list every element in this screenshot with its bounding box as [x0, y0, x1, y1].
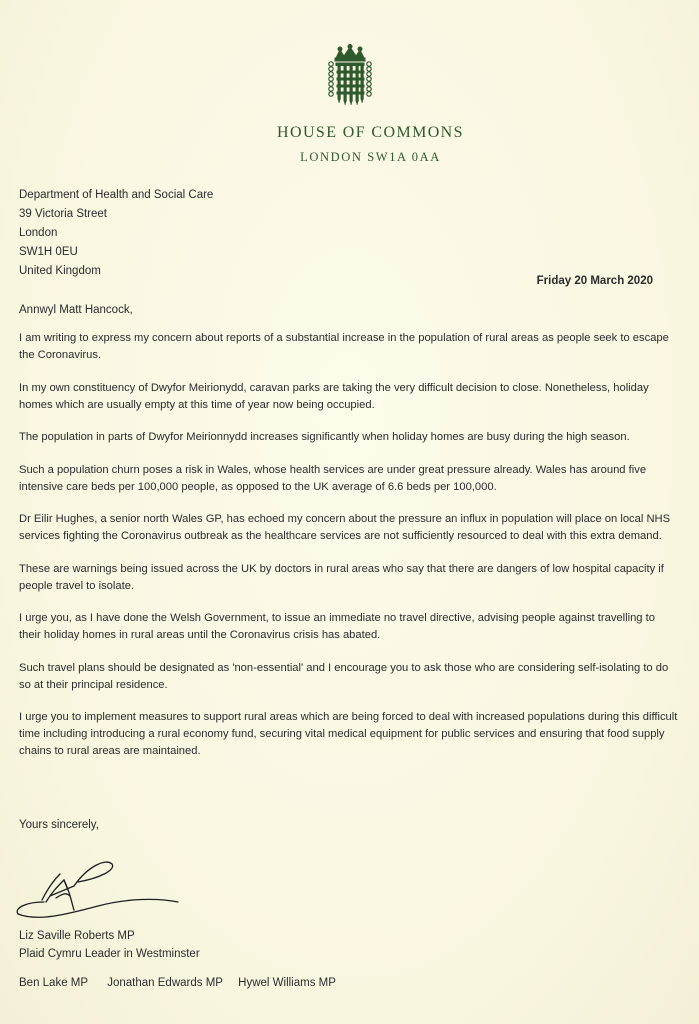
body-paragraph: These are warnings being issued across the UK by doctors in rural areas who say that there are dangers of low hospital capacity if people travel to isolate. [19, 562, 664, 592]
recipient-line: Department of Health and Social Care [19, 189, 214, 201]
body-paragraph: I urge you to implement measures to support rural areas which are being forced to deal with increased populations during this difficult time including introducing a rural economy fund, securing vital medical equipment for public services and ensuring that food supply chains to rural areas are maintained. [19, 711, 678, 757]
letterhead-address: LONDON SW1A 0AA [300, 150, 441, 164]
cosigner-name: Hywel Williams MP [238, 977, 336, 989]
signature-icon [8, 852, 188, 922]
recipient-line: SW1H 0EU [19, 246, 78, 258]
body-paragraph: Dr Eilir Hughes, a senior north Wales GP, has echoed my concern about the pressure an influx in population will place on local NHS services fighting the Coronavirus outbreak as the healthcare services are not sufficiently resourced to deal with this extra demand. [19, 513, 671, 542]
salutation: Annwyl Matt Hancock, [19, 304, 133, 316]
body-paragraph: Such a population churn poses a risk in Wales, whose health services are under great pressure already. Wales has around five intensive care beds per 100,000 people, as opposed to the UK average of 6.6 beds per 100,000. [19, 463, 647, 493]
signer-role: Plaid Cymru Leader in Westminster [19, 948, 200, 960]
cosigners [19, 977, 352, 989]
recipient-line: London [19, 227, 58, 239]
cosigner-name: Ben Lake MP [19, 977, 89, 989]
recipient-line: 39 Victoria Street [19, 208, 108, 220]
recipient-line: United Kingdom [19, 265, 101, 277]
body-paragraph: I urge you, as I have done the Welsh Government, to issue an immediate no travel directive, advising people against travelling to their holiday homes in rural areas until the Coronavirus crisis has abated. [19, 612, 655, 641]
recipient-address [19, 186, 213, 281]
body-paragraph: The population in parts of Dwyfor Meirionnydd increases significantly when holiday homes are busy during the high season. [19, 431, 630, 443]
closing: Yours sincerely, [19, 819, 99, 831]
body-paragraph: Such travel plans should be designated as 'non-essential' and I encourage you to ask those who are considering self-isolating to do so at their principal residence. [19, 661, 669, 691]
body-paragraph: I am writing to express my concern about reports of a substantial increase in the population of rural areas as people seek to escape the Coronavirus. [19, 332, 669, 361]
portcullis-crest-icon [326, 44, 374, 106]
cosigner-name: Jonathan Edwards MP [107, 977, 223, 989]
body-paragraph: In my own constituency of Dwyfor Meirionydd, caravan parks are taking the very difficult decision to close. Nonetheless, holiday homes which are usually empty at this time of year now being occupied. [19, 381, 649, 411]
signer-name: Liz Saville Roberts MP [19, 930, 135, 942]
letterhead-institution: HOUSE OF COMMONS [277, 124, 464, 141]
letter-body [19, 330, 679, 776]
letter-date: Friday 20 March 2020 [536, 275, 653, 287]
